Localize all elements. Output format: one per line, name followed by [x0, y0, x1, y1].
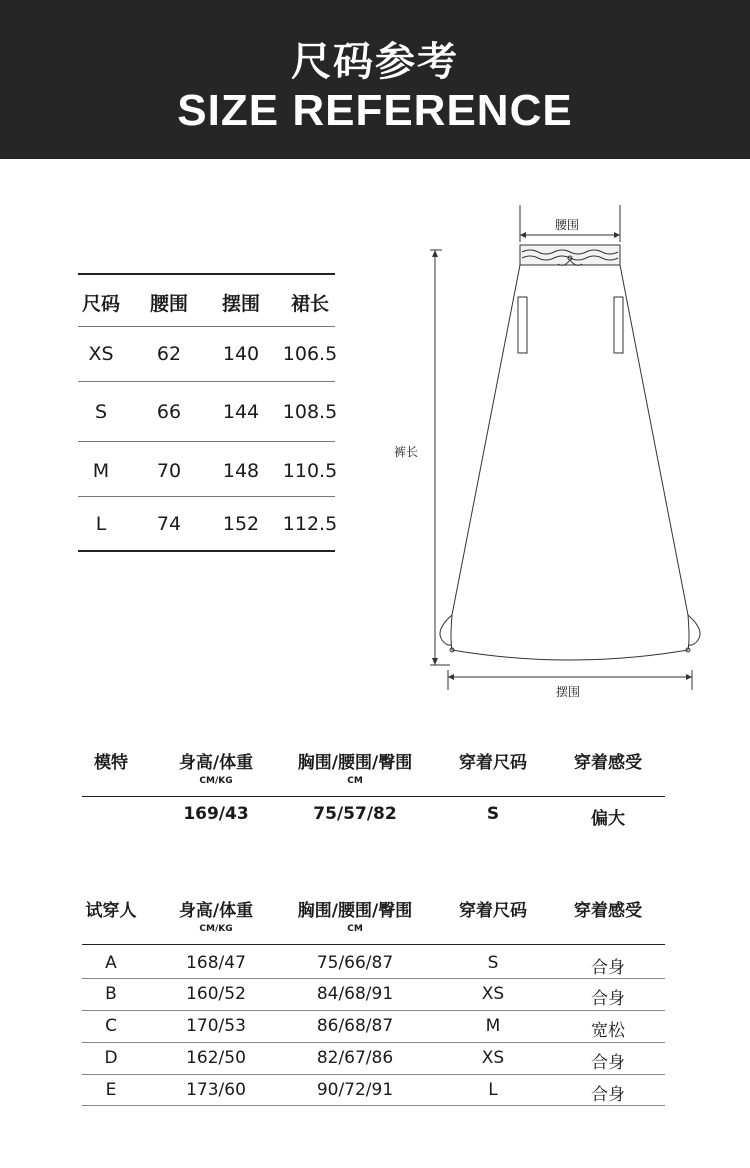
table-cell: 合身	[591, 1085, 625, 1105]
table-cell: 112.5	[282, 513, 338, 535]
table-cell: 162/50	[186, 1048, 246, 1068]
table-cell: 合身	[591, 1053, 625, 1073]
waist-label: 腰围	[555, 218, 580, 232]
table-cell: 75/57/82	[313, 804, 397, 824]
table-cell: 合身	[591, 958, 625, 978]
table-cell: 110.5	[282, 460, 338, 482]
table-cell: 86/68/87	[316, 1016, 394, 1036]
length-label: 裤长	[394, 445, 419, 459]
table-cell: 66	[156, 401, 182, 423]
table-cell: B	[105, 984, 117, 1004]
table-rule	[82, 1010, 665, 1011]
length-header: 裙长	[290, 293, 329, 315]
height-weight-header: 身高/体重	[178, 901, 254, 921]
table-cell: XS	[481, 984, 505, 1004]
model-header: 模特	[94, 753, 128, 773]
table-cell: E	[105, 1080, 117, 1100]
model-table	[82, 748, 665, 838]
table-cell: 152	[222, 513, 260, 535]
table-cell: C	[105, 1016, 117, 1036]
table-cell: 82/67/86	[316, 1048, 394, 1068]
page-title-en: SIZE REFERENCE	[177, 86, 573, 135]
bust-waist-hip-unit: CM	[347, 776, 363, 786]
table-cell: 169/43	[183, 804, 249, 824]
table-cell: S	[486, 804, 500, 824]
table-cell: 173/60	[186, 1080, 246, 1100]
waist-header: 腰围	[149, 293, 188, 315]
skirt-diagram	[390, 200, 720, 700]
table-cell: 84/68/91	[316, 984, 394, 1004]
table-cell: 160/52	[186, 984, 246, 1004]
table-rule	[78, 326, 335, 327]
table-rule	[82, 796, 665, 797]
table-cell: 106.5	[282, 343, 338, 365]
table-cell: D	[104, 1048, 118, 1068]
fit-feeling-header: 穿着感受	[574, 753, 642, 773]
table-cell: S	[487, 953, 499, 973]
table-cell: 140	[222, 343, 260, 365]
table-cell: M	[92, 460, 110, 482]
table-cell: S	[94, 401, 108, 423]
hem-header: 摆围	[221, 293, 260, 315]
table-cell: 合身	[591, 989, 625, 1009]
table-cell: A	[105, 953, 117, 973]
header-banner	[0, 0, 750, 159]
table-rule	[78, 496, 335, 497]
height-weight-header: 身高/体重	[178, 753, 254, 773]
table-cell: 62	[156, 343, 182, 365]
table-rule	[78, 381, 335, 382]
table-cell: 偏大	[591, 809, 625, 829]
bust-waist-hip-unit: CM	[347, 924, 363, 934]
skirt-drawing	[390, 200, 720, 700]
table-rule	[78, 441, 335, 442]
table-cell: M	[485, 1016, 501, 1036]
table-cell: XS	[88, 343, 114, 365]
table-cell: 108.5	[282, 401, 338, 423]
tester-header: 试穿人	[85, 901, 137, 921]
table-cell: 宽松	[591, 1021, 625, 1041]
table-rule	[82, 978, 665, 979]
table-rule	[82, 1105, 665, 1106]
height-weight-unit: CM/KG	[199, 924, 233, 934]
table-cell: 75/66/87	[316, 953, 394, 973]
tryon-table	[82, 896, 665, 1106]
table-rule	[78, 273, 335, 275]
table-cell: 70	[156, 460, 182, 482]
height-weight-unit: CM/KG	[199, 776, 233, 786]
table-cell: L	[488, 1080, 498, 1100]
table-rule	[82, 1042, 665, 1043]
table-cell: XS	[481, 1048, 505, 1068]
hem-label: 摆围	[556, 685, 581, 699]
table-cell: 90/72/91	[316, 1080, 394, 1100]
table-rule	[78, 550, 335, 552]
table-cell: 168/47	[186, 953, 246, 973]
table-cell: 144	[222, 401, 260, 423]
table-rule	[82, 1074, 665, 1075]
table-cell: 148	[222, 460, 260, 482]
fit-feeling-header: 穿着感受	[574, 901, 642, 921]
table-cell: 170/53	[186, 1016, 246, 1036]
page-title-cn: 尺码参考	[291, 39, 459, 85]
worn-size-header: 穿着尺码	[459, 753, 527, 773]
worn-size-header: 穿着尺码	[459, 901, 527, 921]
table-cell: 74	[156, 513, 182, 535]
size-header: 尺码	[81, 293, 120, 315]
table-rule	[82, 944, 665, 945]
table-cell: L	[95, 513, 107, 535]
bust-waist-hip-header: 胸围/腰围/臀围	[297, 901, 413, 921]
bust-waist-hip-header: 胸围/腰围/臀围	[297, 753, 413, 773]
